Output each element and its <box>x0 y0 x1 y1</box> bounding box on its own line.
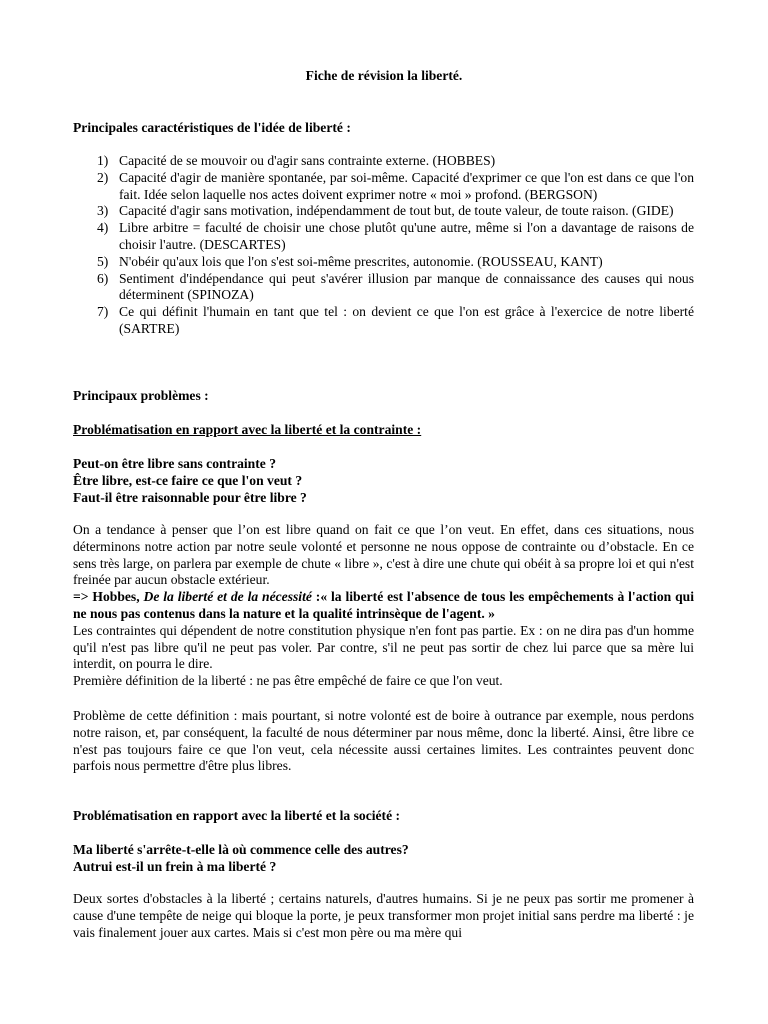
list-item: 2) Capacité d'agir de manière spontanée, par soi-même. Capacité d'exprimer ce que l'on est dans ce que l'on fait. Idée selon laquelle nos actes doivent exprimer notre « moi » profond. (BERGSON) <box>97 169 694 202</box>
paragraph: Les contraintes qui dépendent de notre constitution physique n'en font pas partie. Ex : on ne dira pas d'un homme qu'il n'est pas libre qu'il ne peut pas voler. Par contre, s'il ne peut pas sortir de chez lui parce que sa mère lui interdit, on pourra le dire. <box>73 622 694 672</box>
problems-heading: Principaux problèmes : <box>73 388 209 403</box>
problematisation-contrainte-heading: Problématisation en rapport avec la liberté et la contrainte : <box>73 422 422 437</box>
questions-contrainte <box>73 456 694 506</box>
list-item: 3) Capacité d'agir sans motivation, indépendamment de tout but, de toute valeur, de toute raison. (GIDE) <box>97 203 674 219</box>
question: Ma liberté s'arrête-t-elle là où commence celle des autres? <box>73 842 409 857</box>
list-item: 6) Sentiment d'indépendance qui peut s'avérer illusion par manque de connaissance des causes qui nous déterminent (SPINOZA) <box>97 270 694 303</box>
section-heading-characteristics: Principales caractéristiques de l'idée de liberté : <box>73 120 351 135</box>
question: Faut-il être raisonnable pour être libre ? <box>73 489 307 505</box>
list-item: 7) Ce qui définit l'humain en tant que tel : on devient ce que l'on est grâce à l'exercice de notre liberté (SARTRE) <box>97 304 694 336</box>
body-contrainte <box>73 522 694 690</box>
question: Peut-on être libre sans contrainte ? <box>73 456 276 471</box>
paragraph: On a tendance à penser que l’on est libre quand on fait ce que l’on veut. En effet, dans ces situations, nous déterminons notre action par notre seule volonté et personne ne nous oppose de contrainte ou d’obstacle. En ce sens très large, on parlera par exemple de chute « libre », c'est à dire une chute qui obéit à sa propre loi et qui n'est freinée par aucun obstacle extérieur. <box>73 522 694 588</box>
question: Autrui est-il un frein à ma liberté ? <box>73 858 277 874</box>
paragraph: Première définition de la liberté : ne pas être empêché de faire ce que l'on veut. <box>73 673 503 689</box>
hobbes-quote: => Hobbes, De la liberté et de la nécessité :« la liberté est l'absence de tous les empêchements à l'action qui ne nous pas contenus dans la nature et la qualité intrinsèque de l'agent. » <box>73 589 694 621</box>
paragraph-obstacles: Deux sortes d'obstacles à la liberté ; certains naturels, d'autres humains. Si je ne peux pas sortir me promener à cause d'une tempête de neige qui bloque la porte, je peux transformer mon projet initial sans perdre ma liberté : je vais finalement jouer aux cartes. Mais si c'est mon père ou ma mère qui <box>73 891 694 940</box>
paragraph-probleme-definition: Problème de cette définition : mais pourtant, si notre volonté est de boire à outrance par exemple, nous perdons notre raison, et, par conséquent, la faculté de nous déterminer par nous même, donc la liberté. Ainsi, être libre ce n'est pas toujours faire ce que l'on veut, cela nécessite aussi certaines limites. Les contraintes peuvent donc parfois nous permettre d'être plus libres. <box>73 708 694 774</box>
list-item: 1) Capacité de se mouvoir ou d'agir sans contrainte externe. (HOBBES) <box>97 153 496 168</box>
problematisation-societe-heading: Problématisation en rapport avec la liberté et la société : <box>73 808 401 823</box>
document-title: Fiche de révision la liberté. <box>305 68 463 83</box>
characteristics-list <box>73 153 694 338</box>
question: Être libre, est-ce faire ce que l'on veut ? <box>73 472 303 488</box>
list-item: 5) N'obéir qu'aux lois que l'on s'est soi-même prescrites, autonomie. (ROUSSEAU, KANT) <box>97 253 603 269</box>
list-item: 4) Libre arbitre = faculté de choisir une chose plutôt qu'une autre, même si l'on a davantage de raisons de choisir l'autre. (DESCARTES) <box>97 220 694 252</box>
quote-work-title: De la liberté et de la nécessité <box>143 589 312 605</box>
questions-societe <box>73 842 694 876</box>
